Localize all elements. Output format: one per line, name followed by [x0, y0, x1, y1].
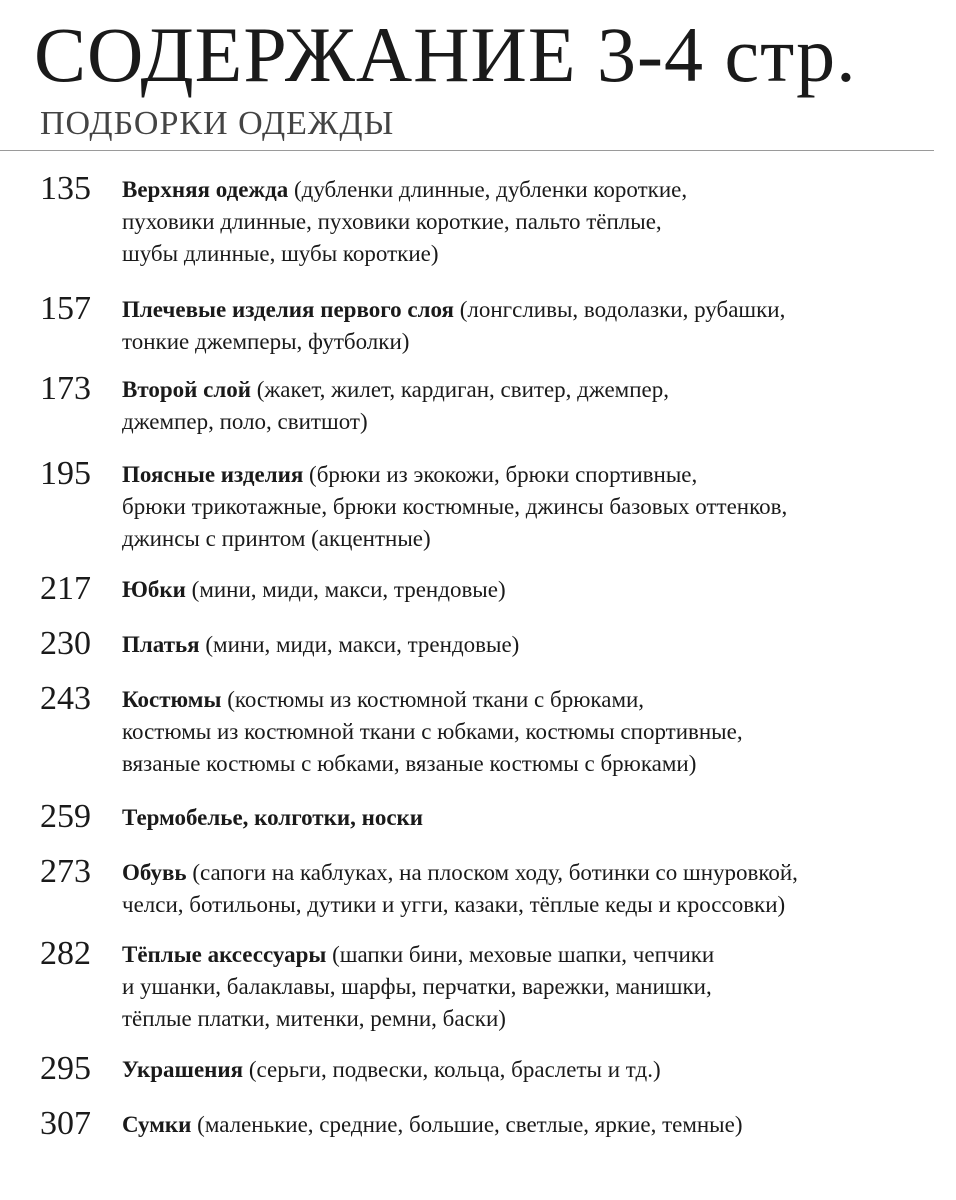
toc-page-number: 243 — [40, 680, 91, 717]
toc-entry-text — [122, 684, 932, 780]
toc-entry-description-line: джемпер, поло, свитшот) — [122, 409, 368, 434]
page-title: СОДЕРЖАНИЕ 3-4 стр. — [34, 11, 857, 98]
toc-page-number: 307 — [40, 1105, 91, 1142]
toc-entry-description: (лонгсливы, водолазки, рубашки, — [453, 297, 786, 322]
toc-entry-title: Платья — [122, 632, 200, 657]
toc-page-number: 295 — [40, 1050, 91, 1087]
header-divider — [0, 150, 934, 151]
toc-entry-title: Плечевые изделия первого слоя — [122, 297, 454, 322]
toc-entry-first-line — [122, 1054, 932, 1086]
toc-entry-description: (жакет, жилет, кардиган, свитер, джемпер, — [251, 377, 669, 402]
toc-entry-title: Украшения — [122, 1057, 244, 1082]
toc-entry-description: (костюмы из костюмной ткани с брюками, — [221, 687, 645, 712]
toc-entry-first-line — [122, 684, 932, 716]
toc-entry-first-line — [122, 174, 932, 206]
toc-page-number: 273 — [40, 853, 91, 890]
toc-entry-description: (мини, миди, макси, трендовые) — [185, 577, 506, 602]
toc-entry-description: (брюки из экокожи, брюки спортивные, — [303, 462, 698, 487]
toc-entry-description-line: костюмы из костюмной ткани с юбками, костюмы спортивные, — [122, 719, 743, 744]
toc-entry-text — [122, 629, 932, 661]
toc-entry-first-line — [122, 939, 932, 971]
toc-entry-text — [122, 939, 932, 1035]
toc-entry-text — [122, 1054, 932, 1086]
section-subtitle: ПОДБОРКИ ОДЕЖДЫ — [40, 105, 395, 142]
toc-page-number: 259 — [40, 798, 91, 835]
toc-entry-text — [122, 574, 932, 606]
toc-entry-title: Второй слой — [122, 377, 251, 402]
toc-entry-description-line: пуховики длинные, пуховики короткие, пальто тёплые, — [122, 209, 662, 234]
toc-entry-description: (серьги, подвески, кольца, браслеты и тд.) — [243, 1057, 661, 1082]
toc-entry-description-line: брюки трикотажные, брюки костюмные, джинсы базовых оттенков, — [122, 494, 788, 519]
toc-entry-description-line: и ушанки, балаклавы, шарфы, перчатки, варежки, манишки, — [122, 974, 712, 999]
toc-entry-description: (маленькие, средние, большие, светлые, яркие, темные) — [191, 1112, 743, 1137]
toc-entry-title: Термобелье, колготки, носки — [122, 805, 424, 830]
toc-entry-title: Верхняя одежда — [122, 177, 289, 202]
toc-entry-text — [122, 857, 932, 921]
toc-entry-text — [122, 1109, 932, 1141]
toc-entry-description-line: тёплые платки, митенки, ремни, баски) — [122, 1006, 506, 1031]
toc-entry-first-line — [122, 857, 932, 889]
toc-entry-title: Обувь — [122, 860, 187, 885]
toc-entry-title: Костюмы — [122, 687, 222, 712]
toc-entry-description: (шапки бини, меховые шапки, чепчики — [326, 942, 715, 967]
toc-page-number: 173 — [40, 370, 91, 407]
toc-entry-text — [122, 802, 932, 834]
toc-entry-description-line: челси, ботильоны, дутики и угги, казаки, тёплые кеды и кроссовки) — [122, 892, 786, 917]
toc-entry-description: (мини, миди, макси, трендовые) — [199, 632, 520, 657]
toc-entry-text — [122, 174, 932, 270]
toc-entry-first-line — [122, 374, 932, 406]
toc-entry-description-line: тонкие джемперы, футболки) — [122, 329, 410, 354]
toc-page-number: 195 — [40, 455, 91, 492]
toc-entry-title: Тёплые аксессуары — [122, 942, 327, 967]
toc-entry-first-line — [122, 574, 932, 606]
toc-entry-title: Поясные изделия — [122, 462, 304, 487]
toc-page-number: 217 — [40, 570, 91, 607]
toc-entry-first-line — [122, 1109, 932, 1141]
toc-entry-description: (дубленки длинные, дубленки короткие, — [288, 177, 688, 202]
toc-entry-description-line: шубы длинные, шубы короткие) — [122, 241, 439, 266]
toc-entry-first-line — [122, 629, 932, 661]
toc-entry-description-line: джинсы с принтом (акцентные) — [122, 526, 431, 551]
toc-entry-title: Юбки — [122, 577, 186, 602]
toc-entry-text — [122, 294, 932, 358]
toc-page-number: 230 — [40, 625, 91, 662]
toc-entry-first-line — [122, 459, 932, 491]
toc-entry-title: Сумки — [122, 1112, 192, 1137]
toc-entry-description-line: вязаные костюмы с юбками, вязаные костюмы с брюками) — [122, 751, 697, 776]
toc-page-number: 282 — [40, 935, 91, 972]
toc-entry-text — [122, 459, 932, 555]
toc-page-number: 157 — [40, 290, 91, 327]
toc-entry-first-line — [122, 294, 932, 326]
toc-entry-first-line — [122, 802, 932, 834]
toc-entry-description: (сапоги на каблуках, на плоском ходу, ботинки со шнуровкой, — [186, 860, 798, 885]
toc-entry-text — [122, 374, 932, 438]
toc-page-number: 135 — [40, 170, 91, 207]
